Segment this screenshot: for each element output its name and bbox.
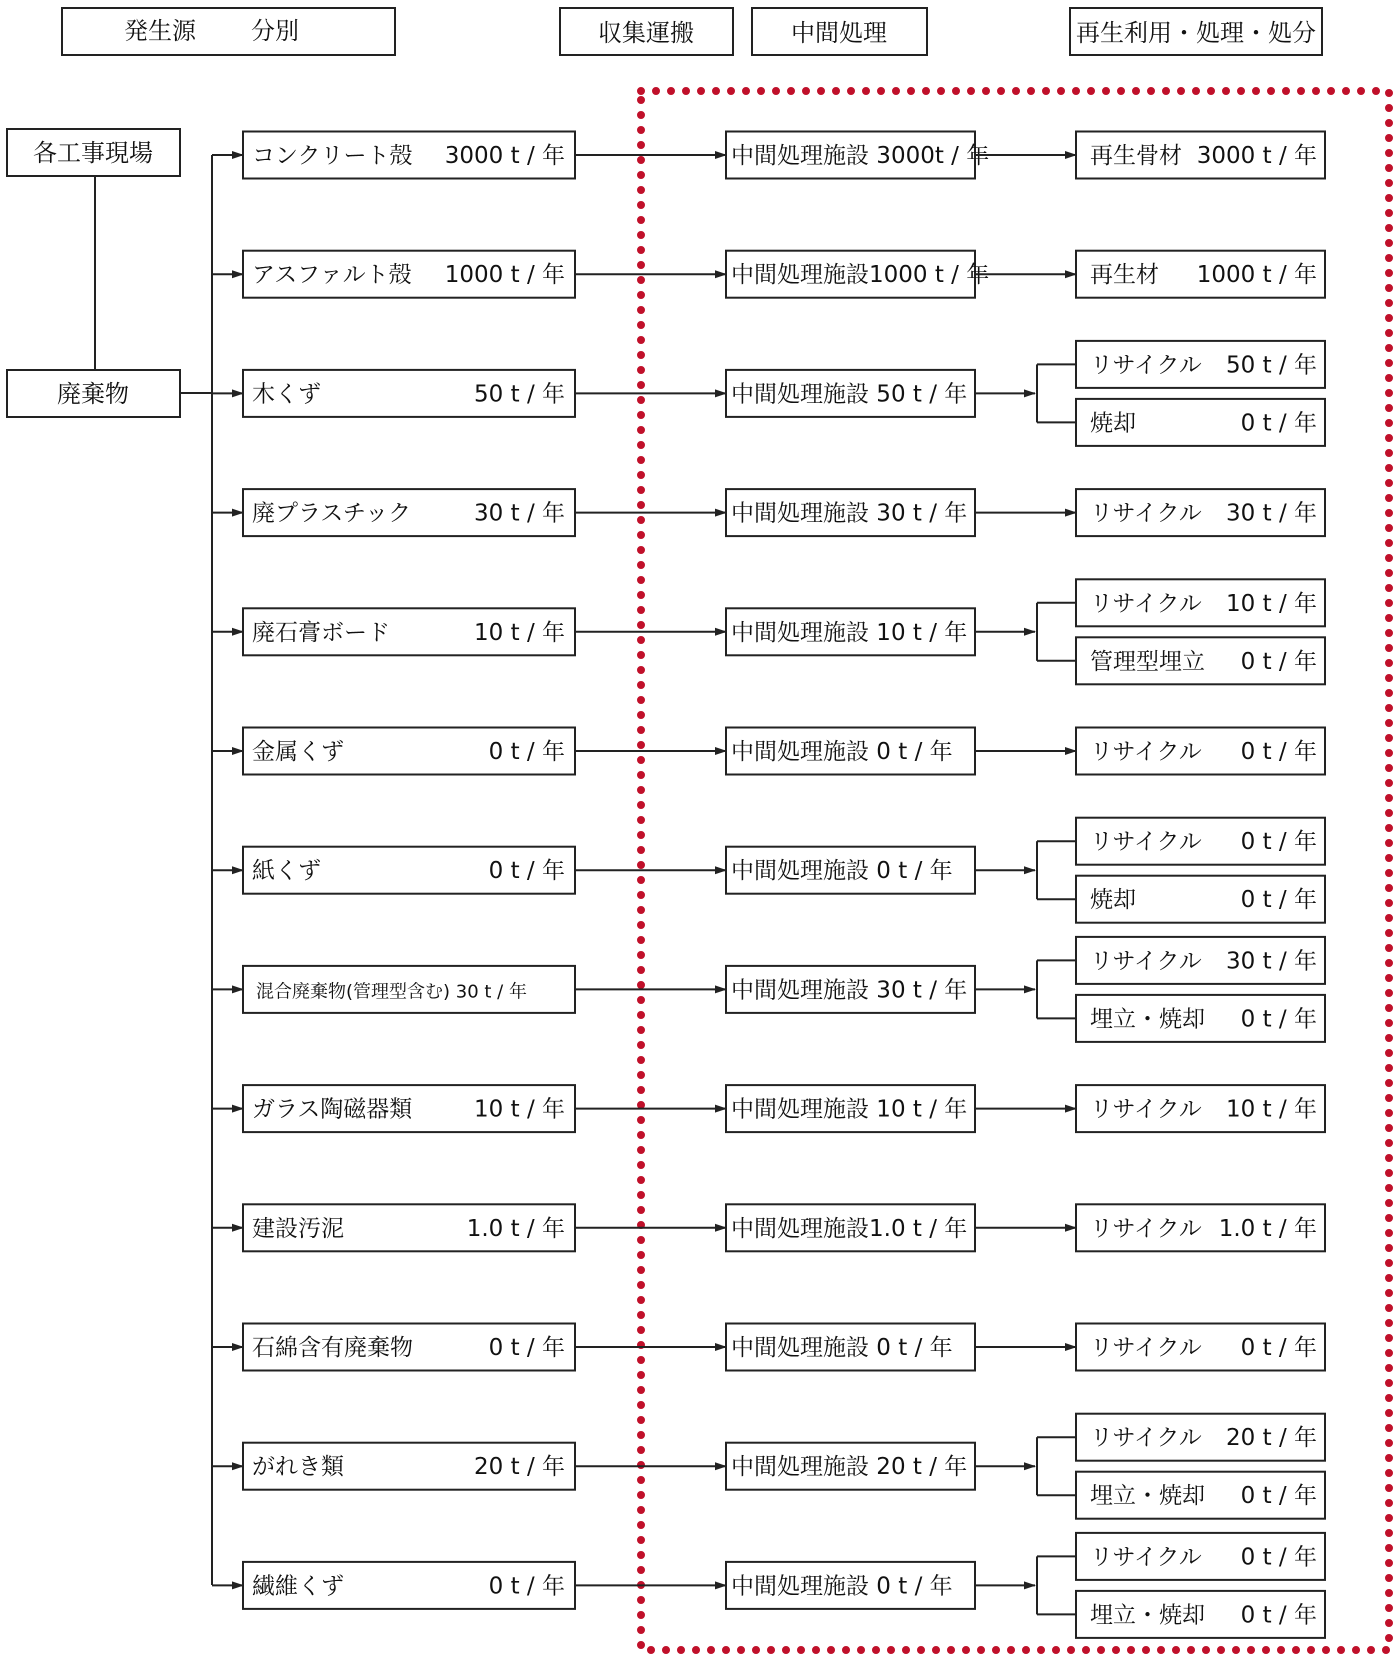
category-amount: 0 t / 年: [488, 1573, 565, 1600]
facility-label: 中間処理施設 0 t / 年: [731, 858, 953, 885]
category-amount: 30 t / 年: [474, 500, 565, 527]
category-amount: 50 t / 年: [474, 381, 565, 408]
header-collection-label: 収集運搬: [598, 19, 694, 47]
category-rows: [212, 132, 1325, 1638]
output-amount: 50 t / 年: [1226, 352, 1317, 379]
output-label: 埋立・焼却: [1090, 1602, 1205, 1629]
output-label: 埋立・焼却: [1090, 1006, 1205, 1033]
category-amount: 10 t / 年: [474, 619, 565, 646]
output-label: リサイクル: [1090, 590, 1202, 617]
output-label: リサイクル: [1090, 829, 1202, 856]
output-label: リサイクル: [1090, 1544, 1202, 1571]
output-amount: 0 t / 年: [1240, 739, 1317, 765]
category-amount: 20 t / 年: [474, 1454, 565, 1481]
category-label: 混合廃棄物(管理型含む) 30 t / 年: [256, 981, 527, 1003]
facility-label: 中間処理施設 50 t / 年: [731, 381, 968, 408]
header-intermediate-label: 中間処理: [791, 19, 887, 47]
row-7: [212, 937, 1325, 1042]
facility-label: 中間処理施設 0 t / 年: [731, 1573, 953, 1600]
row-5: [212, 728, 1325, 775]
waste-label: 廃棄物: [57, 380, 129, 408]
facility-label: 中間処理施設 30 t / 年: [731, 977, 968, 1004]
output-label: 焼却: [1090, 887, 1136, 914]
facility-label: 中間処理施設 20 t / 年: [731, 1454, 968, 1481]
output-label: リサイクル: [1090, 1425, 1202, 1452]
category-label: 繊維くず: [252, 1573, 344, 1600]
category-label: がれき類: [252, 1454, 344, 1481]
output-amount: 10 t / 年: [1226, 1096, 1317, 1123]
output-amount: 0 t / 年: [1240, 887, 1317, 914]
row-11: [212, 1414, 1325, 1519]
output-label: リサイクル: [1090, 948, 1202, 975]
output-amount: 0 t / 年: [1240, 1602, 1317, 1629]
header-source-label: 発生源: [124, 17, 196, 45]
facility-label: 中間処理施設1.0 t / 年: [731, 1215, 968, 1242]
facility-label: 中間処理施設 0 t / 年: [731, 739, 953, 765]
category-label: 木くず: [252, 381, 321, 408]
row-1: [212, 251, 1325, 298]
row-8: [212, 1085, 1325, 1132]
header-category-label: 分別: [251, 17, 299, 45]
facility-label: 中間処理施設 0 t / 年: [731, 1335, 953, 1361]
row-4: [212, 579, 1325, 684]
row-10: [212, 1324, 1325, 1371]
header-row: [62, 8, 1322, 55]
output-amount: 10 t / 年: [1226, 590, 1317, 617]
header-source-category-box: [62, 8, 395, 55]
output-label: リサイクル: [1090, 1096, 1202, 1123]
facility-label: 中間処理施設 10 t / 年: [731, 619, 968, 646]
category-amount: 10 t / 年: [474, 1096, 565, 1123]
category-label: 石綿含有廃棄物: [252, 1335, 413, 1361]
output-amount: 0 t / 年: [1240, 648, 1317, 675]
category-amount: 0 t / 年: [488, 858, 565, 885]
category-amount: 0 t / 年: [488, 739, 565, 765]
output-label: リサイクル: [1090, 739, 1202, 765]
output-label: リサイクル: [1090, 1215, 1202, 1242]
output-amount: 0 t / 年: [1240, 1544, 1317, 1571]
output-label: リサイクル: [1090, 352, 1202, 379]
row-9: [212, 1204, 1325, 1251]
category-amount: 0 t / 年: [488, 1335, 565, 1361]
output-amount: 0 t / 年: [1240, 829, 1317, 856]
facility-label: 中間処理施設 3000t / 年: [731, 143, 990, 169]
output-amount: 3000 t / 年: [1196, 143, 1317, 169]
row-2: [212, 341, 1325, 446]
output-label: 再生骨材: [1090, 143, 1182, 169]
category-amount: 1000 t / 年: [444, 262, 565, 289]
output-amount: 0 t / 年: [1240, 1335, 1317, 1361]
row-6: [212, 818, 1325, 923]
output-amount: 1.0 t / 年: [1218, 1215, 1317, 1242]
output-label: 管理型埋立: [1090, 648, 1205, 675]
category-label: 金属くず: [252, 739, 344, 765]
output-amount: 1000 t / 年: [1196, 262, 1317, 289]
output-label: 再生材: [1090, 262, 1159, 289]
output-label: リサイクル: [1090, 500, 1202, 527]
row-0: [212, 132, 1325, 179]
output-label: 埋立・焼却: [1090, 1483, 1205, 1510]
output-amount: 30 t / 年: [1226, 500, 1317, 527]
category-label: 廃プラスチック: [252, 500, 412, 527]
category-label: 紙くず: [252, 858, 321, 885]
row-3: [212, 489, 1325, 536]
output-amount: 0 t / 年: [1240, 1006, 1317, 1033]
header-recycle-label: 再生利用・処理・処分: [1076, 19, 1316, 47]
category-amount: 1.0 t / 年: [466, 1215, 565, 1242]
facility-label: 中間処理施設 10 t / 年: [731, 1096, 968, 1123]
source-site-label: 各工事現場: [33, 139, 153, 167]
category-label: アスファルト殻: [252, 262, 412, 289]
output-amount: 0 t / 年: [1240, 1483, 1317, 1510]
category-label: 廃石膏ボード: [252, 619, 390, 646]
output-amount: 20 t / 年: [1226, 1425, 1317, 1452]
category-label: 建設汚泥: [252, 1215, 344, 1242]
category-label: コンクリート殻: [252, 143, 413, 169]
category-label: ガラス陶磁器類: [252, 1096, 413, 1123]
output-amount: 0 t / 年: [1240, 410, 1317, 437]
output-amount: 30 t / 年: [1226, 948, 1317, 975]
category-amount: 3000 t / 年: [444, 143, 565, 169]
row-12: [212, 1533, 1325, 1638]
output-label: 焼却: [1090, 410, 1136, 437]
facility-label: 中間処理施設 30 t / 年: [731, 500, 968, 527]
facility-label: 中間処理施設1000 t / 年: [731, 262, 990, 289]
output-label: リサイクル: [1090, 1335, 1202, 1361]
